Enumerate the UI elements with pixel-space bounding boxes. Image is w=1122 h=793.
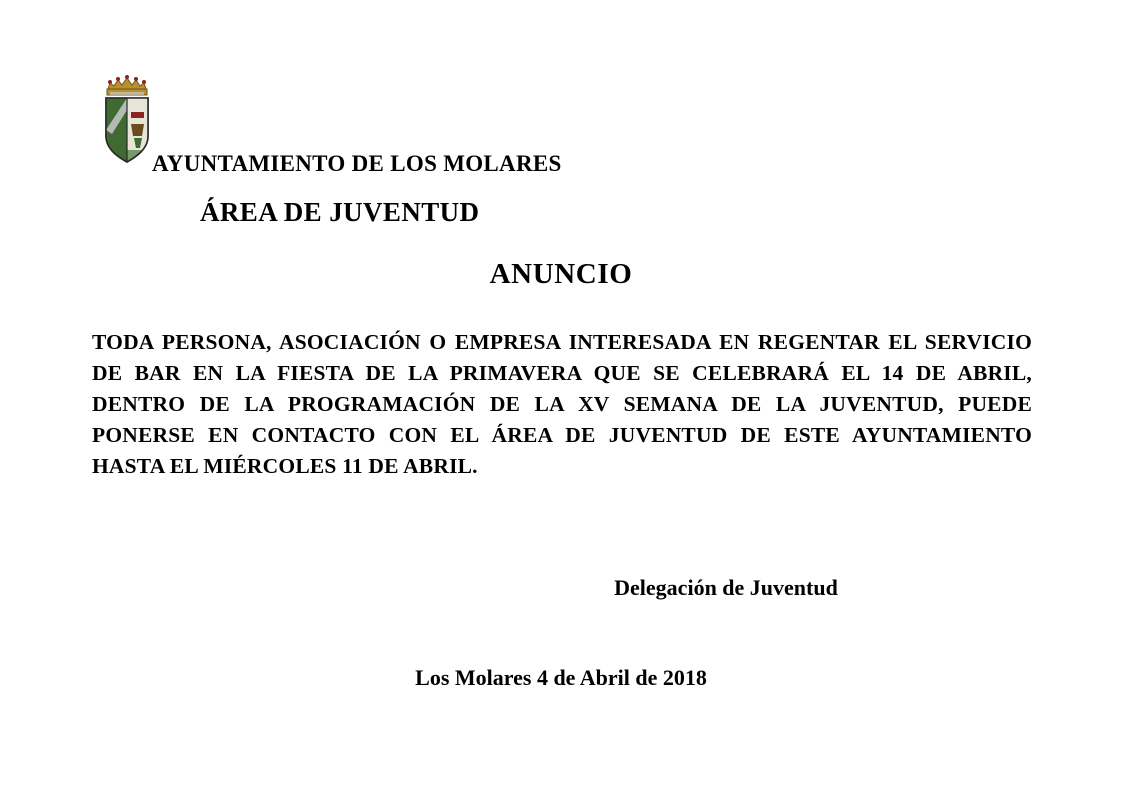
place-and-date: Los Molares 4 de Abril de 2018 bbox=[415, 665, 707, 690]
organization-title: AYUNTAMIENTO DE LOS MOLARES bbox=[152, 151, 562, 176]
announcement-heading: ANUNCIO bbox=[489, 258, 633, 290]
document-header bbox=[92, 72, 1052, 182]
coat-of-arms-icon bbox=[98, 72, 156, 164]
signature-line: Delegación de Juventud bbox=[614, 575, 838, 600]
area-title: ÁREA DE JUVENTUD bbox=[200, 197, 480, 227]
announcement-body: TODA PERSONA, ASOCIACIÓN O EMPRESA INTERESADA EN REGENTAR EL SERVICIO DE BAR EN LA FIESTA DE LA PRIMAVERA QUE SE CELEBRARÁ EL 14 DE ABRIL, DENTRO DE LA PROGRAMACIÓN DE LA XV SEMANA DE LA JUVENTUD, PUEDE PONERSE EN CONTACTO CON EL ÁREA DE JUVENTUD DE ESTE AYUNTAMIENTO HASTA EL MIÉRCOLES 11 DE ABRIL. bbox=[92, 330, 1032, 478]
